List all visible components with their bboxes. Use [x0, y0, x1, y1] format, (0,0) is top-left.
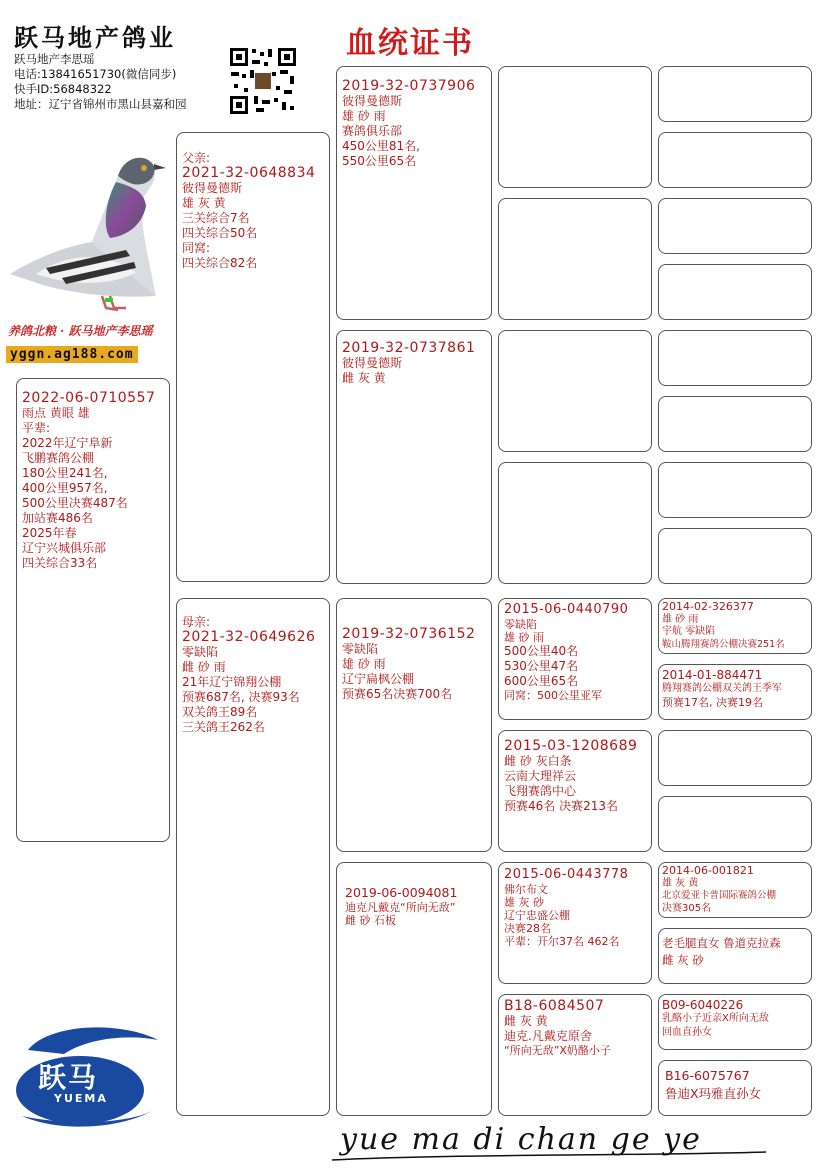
gen4-line: 530公里47名	[504, 659, 579, 673]
subject-line: 500公里决赛487名	[22, 496, 128, 510]
gen5-empty-box	[658, 66, 812, 122]
gen4-line: 零缺陷	[504, 618, 537, 631]
gen4-line: 同窝：500公里亚军	[504, 689, 602, 702]
gen5-empty-box	[658, 330, 812, 386]
dam-line: 雌 砂 雨	[182, 660, 226, 674]
gen3-line: 雄 砂 雨	[342, 109, 386, 123]
sire-line: 雄 灰 黄	[182, 196, 226, 210]
pigeon-image	[6, 146, 172, 316]
gen4-empty-box	[498, 66, 652, 188]
gen5-line: B16-6075767	[665, 1068, 750, 1083]
gen3-box	[336, 862, 492, 1116]
subject-line: 飞鹏赛鸽公棚	[22, 451, 95, 465]
contact-line: 跃马地产李思瑶	[14, 52, 95, 66]
gen3-box	[336, 330, 492, 584]
gen3-line: 彼得曼德斯	[342, 94, 403, 108]
gen4-box	[498, 862, 652, 984]
gen5-empty-box	[658, 796, 812, 852]
contact-line: 快手ID:56848322	[14, 82, 112, 96]
gen4-line: 平辈：开尔37名 462名	[504, 935, 620, 948]
gen5-line: 乳酪小子近亲X所向无敌	[662, 1013, 769, 1024]
gen4-line: 预赛46名 决赛213名	[504, 799, 618, 813]
gen3-line: 2019-06-0094081	[345, 885, 458, 900]
gen5-box	[658, 598, 812, 654]
subject-line: 180公里241名,	[22, 466, 108, 480]
sire-box	[176, 132, 330, 582]
gen4-line: 决赛28名	[504, 922, 551, 935]
page-title: 血统证书	[346, 26, 474, 61]
gen5-line: 鲁迪X玛雅直孙女	[665, 1086, 762, 1101]
gen4-line: 飞翔赛鸽中心	[504, 784, 577, 798]
qr-code-icon	[228, 46, 298, 116]
website-url: yggn.ag188.com	[6, 346, 138, 363]
gen5-line: 2014-02-326377	[662, 600, 754, 613]
sire-line: 四关综合82名	[182, 256, 258, 270]
signature-underline	[330, 1150, 770, 1164]
subject-line: 平辈:	[22, 421, 51, 435]
gen4-empty-box	[498, 198, 652, 320]
contact-line: 地址：辽宁省锦州市黑山县嘉和园	[14, 97, 187, 111]
dam-box	[176, 598, 330, 1116]
gen5-box	[658, 928, 812, 984]
gen4-box	[498, 994, 652, 1116]
gen5-box	[658, 994, 812, 1050]
gen4-line: 迪克.凡戴克原舍	[504, 1029, 592, 1043]
contact-info	[14, 52, 187, 112]
sire-line: 父亲:	[182, 151, 211, 165]
sire-line: 四关综合50名	[182, 226, 258, 240]
gen4-line: B18-6084507	[504, 998, 605, 1014]
gen3-line: 2019-32-0737861	[342, 340, 476, 356]
gen4-line: 雄 灰 砂	[504, 896, 544, 909]
gen3-line: 彼得曼德斯	[342, 356, 403, 370]
gen5-line: 2014-01-884471	[662, 668, 763, 682]
gen4-empty-box	[498, 462, 652, 584]
gen5-line: 预赛17名, 决赛19名	[662, 696, 763, 709]
gen4-box	[498, 730, 652, 852]
gen5-box	[658, 664, 812, 720]
sire-line: 三关综合7名	[182, 211, 250, 225]
subject-line: 四关综合33名	[22, 556, 98, 570]
brand-name: 跃马地产鸽业	[14, 23, 176, 52]
gen4-empty-box	[498, 330, 652, 452]
gen5-line: 腾翔赛鸽公棚双关鸽王季军	[662, 683, 782, 694]
gen5-line: B09-6040226	[662, 998, 744, 1012]
gen3-line: 雌 灰 黄	[342, 371, 386, 385]
gen3-line: 雄 砂 雨	[342, 657, 386, 671]
gen5-empty-box	[658, 132, 812, 188]
gen5-empty-box	[658, 396, 812, 452]
gen3-line: 2019-32-0736152	[342, 626, 476, 642]
gen5-line: 宇航 零缺陷	[662, 626, 716, 637]
gen3-box	[336, 598, 492, 852]
subject-line: 2025年春	[22, 526, 77, 540]
gen4-line: 2015-03-1208689	[504, 738, 638, 754]
subject-line: 雨点 黄眼 雄	[22, 406, 90, 420]
gen5-line: 回血直孙女	[662, 1027, 712, 1038]
contact-line: 电话:13841651730(微信同步)	[14, 67, 177, 81]
gen5-empty-box	[658, 730, 812, 786]
logo-text: 跃马	[38, 1061, 99, 1094]
gen3-line: 辽宁扁枫公棚	[342, 672, 415, 686]
gen5-empty-box	[658, 264, 812, 320]
gen5-box	[658, 1060, 812, 1116]
gen4-line: “所向无敌”X奶酪小子	[504, 1044, 611, 1057]
gen5-line: 老毛腿直女 鲁道克拉森	[662, 936, 781, 950]
subject-line: 辽宁兴城俱乐部	[22, 541, 107, 555]
sire-line: 2021-32-0648834	[182, 165, 316, 181]
gen5-line: 2014-06-001821	[662, 864, 754, 877]
gen5-line: 鞍山腾翔赛鸽公棚决赛251名	[662, 638, 785, 650]
gen3-line: 2019-32-0737906	[342, 78, 476, 94]
gen5-box	[658, 862, 812, 918]
gen4-line: 2015-06-0443778	[504, 867, 629, 882]
footer-signature: yue ma di chan ge ye	[340, 1122, 702, 1157]
gen4-line: 云南大理祥云	[504, 769, 577, 783]
gen3-line: 预赛65名决赛700名	[342, 687, 453, 701]
gen4-line: 500公里40名	[504, 644, 579, 658]
gen5-line: 雄 灰 黄	[662, 877, 699, 889]
gen4-line: 雌 灰 黄	[504, 1014, 548, 1028]
gen4-line: 600公里65名	[504, 674, 579, 688]
gen4-line: 2015-06-0440790	[504, 602, 629, 617]
gen5-line: 北京爱亚卡普国际赛鸽公棚	[662, 890, 777, 901]
dam-line: 2021-32-0649626	[182, 629, 316, 645]
sire-line: 彼得曼德斯	[182, 181, 243, 195]
slogan: 养鸽北粮 · 跃马地产李思瑶	[8, 324, 153, 338]
gen4-line: 佛尔布文	[504, 883, 548, 896]
dam-line: 母亲:	[182, 615, 211, 629]
subject-line: 2022年辽宁阜新	[22, 436, 113, 450]
gen3-line: 赛鸽俱乐部	[342, 124, 403, 138]
gen3-line: 迪克凡戴克“所向无敌”	[345, 901, 456, 914]
dam-line: 21年辽宁锦翔公棚	[182, 675, 282, 689]
gen3-box	[336, 66, 492, 320]
gen3-line: 550公里65名	[342, 154, 417, 168]
gen3-line: 零缺陷	[342, 642, 379, 656]
gen3-line: 450公里81名,	[342, 139, 420, 153]
sire-line: 同窝:	[182, 241, 211, 255]
dam-line: 双关鸽王89名	[182, 705, 258, 719]
gen5-line: 决赛305名	[662, 902, 712, 914]
gen5-empty-box	[658, 198, 812, 254]
gen5-empty-box	[658, 462, 812, 518]
dam-line: 预赛687名, 决赛93名	[182, 690, 300, 704]
gen4-line: 雄 砂 雨	[504, 631, 544, 644]
gen3-line: 雌 砂 石板	[345, 914, 396, 927]
subject-line: 400公里957名,	[22, 481, 108, 495]
gen5-line: 雌 灰 砂	[662, 953, 704, 967]
gen5-empty-box	[658, 528, 812, 584]
gen4-line: 辽宁忠盛公棚	[504, 909, 570, 922]
subject-line: 2022-06-0710557	[22, 390, 156, 406]
dam-line: 三关鸽王262名	[182, 720, 265, 734]
subject-line: 加站赛486名	[22, 511, 93, 525]
logo-sub: YUEMA	[54, 1092, 108, 1105]
dam-line: 零缺陷	[182, 645, 219, 659]
gen5-line: 雄 砂 雨	[662, 613, 699, 625]
gen4-box	[498, 598, 652, 720]
gen4-line: 雌 砂 灰白条	[504, 754, 572, 768]
subject-box	[16, 378, 170, 842]
